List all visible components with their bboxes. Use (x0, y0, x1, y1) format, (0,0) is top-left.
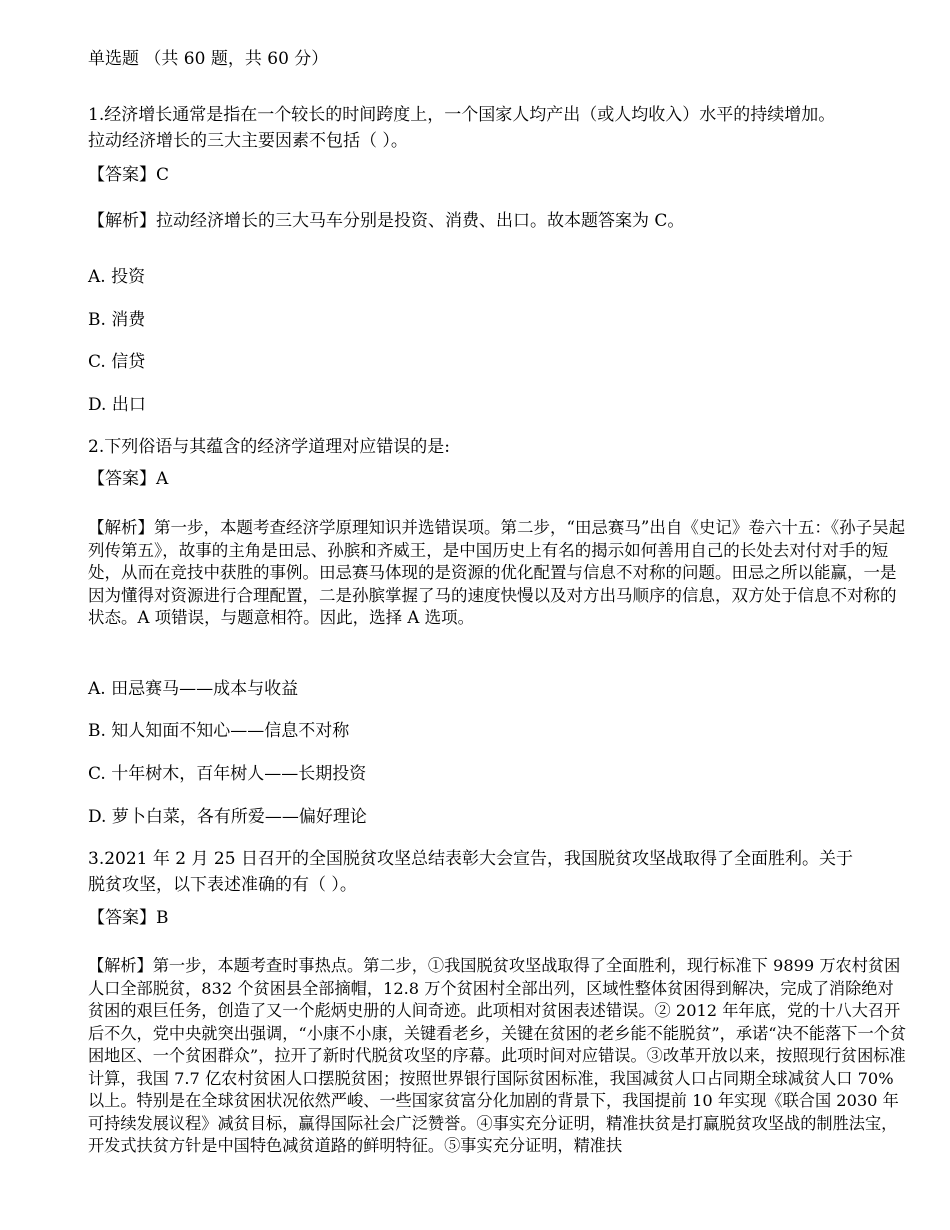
question-2-option-d: D. 萝卜白菜，各有所爱——偏好理论 (88, 807, 367, 827)
question-2-answer: 【答案】A (88, 469, 169, 489)
question-1-option-b: B. 消费 (88, 310, 146, 330)
question-2-analysis: 【解析】第一步，本题考查经济学原理知识并选错误项。第二步，“田忌赛马”出自《史记》卷六十五：《孙子吴起列传第五》，故事的主角是田忌、孙膑和齐威王，是中国历史上有名的揭示如何善用自己的长处去对付对手的短处，从而在竞技中获胜的事例。田忌赛马体现的是资源的优化配置与信息不对称的问题。田忌之所以能赢，一是因为懂得对资源进行合理配置，二是孙膑掌握了马的速度快慢以及对方出马顺序的信息，双方处于信息不对称的状态。A 项错误，与题意相符。因此，选择 A 选项。 (88, 518, 906, 627)
question-1-option-d: D. 出口 (88, 395, 146, 415)
question-2-option-b: B. 知人知面不知心——信息不对称 (88, 721, 350, 741)
question-3-analysis: 【解析】第一步，本题考查时事热点。第二步，①我国脱贫攻坚战取得了全面胜利，现行标准下 9899 万农村贫困人口全部脱贫，832 个贫困县全部摘帽，12.8 万个贫困村全部出列，区域性整体贫困得到解决，完成了消除绝对贫困的艰巨任务，创造了又一个彪炳史册的人间奇迹。此项相对贫困表述错误。② 2012 年年底，党的十八大召开后不久，党中央就突出强调，“小康不小康，关键看老乡，关键在贫困的老乡能不能脱贫”，承诺“决不能落下一个贫困地区、一个贫困群众”，拉开了新时代脱贫攻坚的序幕。此项时间对应错误。③改革开放以来，按照现行贫困标准计算，我国 7.7 亿农村贫困人口摆脱贫困；按照世界银行国际贫困标准，我国减贫人口占同期全球减贫人口 70%以上。特别是在全球贫困状况依然严峻、一些国家贫富分化加剧的背景下，我国提前 10 年实现《联合国 2030 年可持续发展议程》减贫目标，赢得国际社会广泛赞誉。④事实充分证明，精准扶贫是打赢脱贫攻坚战的制胜法宝，开发式扶贫方针是中国特色减贫道路的鲜明特征。⑤事实充分证明，精准扶 (88, 956, 907, 1155)
question-2-option-a: A. 田忌赛马——成本与收益 (88, 679, 299, 699)
question-3-stem-line-2: 脱贫攻坚，以下表述准确的有（ ）。 (88, 875, 357, 895)
question-2-option-c: C. 十年树木，百年树人——长期投资 (88, 764, 367, 784)
question-1-analysis: 【解析】拉动经济增长的三大马车分别是投资、消费、出口。故本题答案为 C。 (88, 211, 685, 231)
question-3-stem-line-1: 3.2021 年 2 月 25 日召开的全国脱贫攻坚总结表彰大会宣告，我国脱贫攻坚战取得了全面胜利。关于 (88, 849, 853, 869)
section-header: 单选题 （共 60 题，共 60 分） (88, 49, 329, 69)
question-1-answer: 【答案】C (88, 165, 170, 185)
question-1-stem-line-1: 1.经济增长通常是指在一个较长的时间跨度上，一个国家人均产出（或人均收入）水平的持续增加。 (88, 105, 836, 125)
question-1-stem-line-2: 拉动经济增长的三大主要因素不包括（ ）。 (88, 131, 408, 151)
question-1-option-a: A. 投资 (88, 267, 146, 287)
question-1-option-c: C. 信贷 (88, 352, 146, 372)
question-2-stem: 2.下列俗语与其蕴含的经济学道理对应错误的是: (88, 437, 450, 457)
question-3-answer: 【答案】B (88, 908, 169, 928)
